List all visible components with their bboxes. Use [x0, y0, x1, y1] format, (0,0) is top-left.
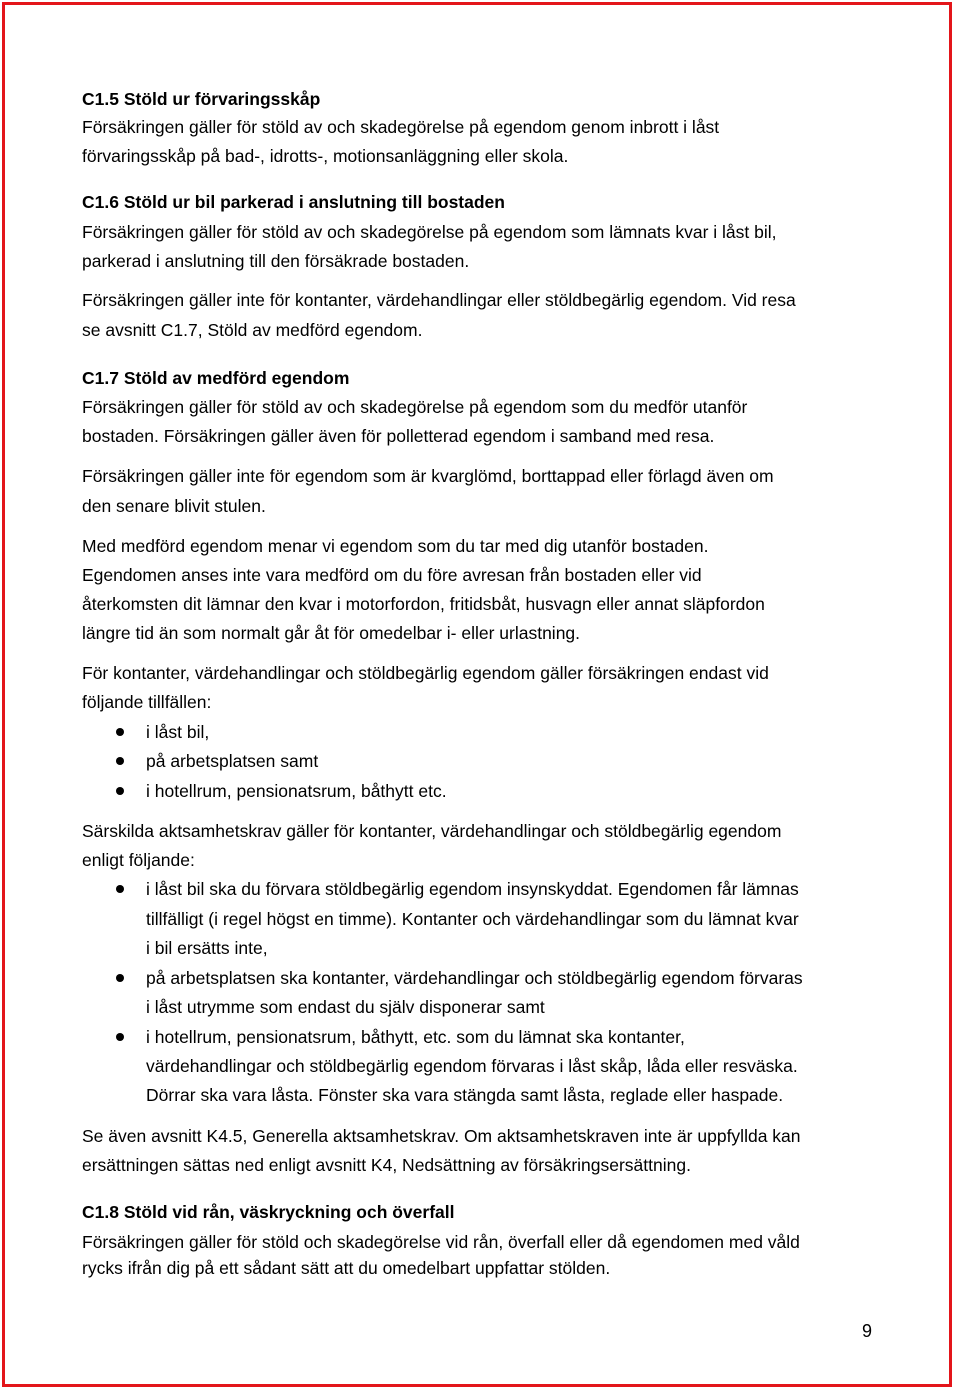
paragraph-line: förvaringsskåp på bad-, idrotts-, motionsanläggning eller skola.	[82, 146, 569, 166]
bullet-icon	[116, 728, 124, 736]
paragraph-line: Med medförd egendom menar vi egendom som du tar med dig utanför bostaden.	[82, 536, 709, 556]
paragraph-line: För kontanter, värdehandlingar och stöldbegärlig egendom gäller försäkringen endast vid	[82, 663, 769, 683]
paragraph-line: Försäkringen gäller för stöld och skadegörelse vid rån, överfall eller då egendomen med våld	[82, 1232, 800, 1252]
paragraph-line: enligt följande:	[82, 850, 195, 870]
list-item: i hotellrum, pensionatsrum, båthytt etc.	[146, 781, 447, 801]
paragraph-line: se avsnitt C1.7, Stöld av medförd egendom.	[82, 320, 423, 340]
bullet-icon	[116, 1033, 124, 1041]
paragraph-line: parkerad i anslutning till den försäkrade bostaden.	[82, 251, 470, 271]
paragraph-line: den senare blivit stulen.	[82, 496, 266, 516]
paragraph-line: längre tid än som normalt går åt för omedelbar i- eller urlastning.	[82, 623, 581, 643]
paragraph-line: Särskilda aktsamhetskrav gäller för kontanter, värdehandlingar och stöldbegärlig egendom	[82, 821, 782, 841]
paragraph-line: Försäkringen gäller inte för egendom som är kvarglömd, borttappad eller förlagd även om	[82, 466, 774, 486]
paragraph-line: återkomsten dit lämnar den kvar i motorfordon, fritidsbåt, husvagn eller annat släpfordon	[82, 594, 765, 614]
paragraph-line: Försäkringen gäller för stöld av och skadegörelse på egendom som lämnats kvar i låst bil,	[82, 222, 777, 242]
section-heading-c16: C1.6 Stöld ur bil parkerad i anslutning till bostaden	[82, 192, 505, 212]
list-item: i låst bil,	[146, 722, 210, 742]
paragraph-line: rycks ifrån dig på ett sådant sätt att du omedelbart uppfattar stölden.	[82, 1258, 611, 1278]
list-item: i låst bil ska du förvara stöldbegärlig egendom insynskyddat. Egendomen får lämnas	[146, 879, 799, 899]
list-item-continuation: värdehandlingar och stöldbegärlig egendom förvaras i låst skåp, låda eller resväska.	[146, 1056, 798, 1076]
paragraph-line: bostaden. Försäkringen gäller även för polletterad egendom i samband med resa.	[82, 426, 715, 446]
bullet-icon	[116, 974, 124, 982]
list-item-continuation: i bil ersätts inte,	[146, 938, 268, 958]
list-item-continuation: tillfälligt (i regel högst en timme). Kontanter och värdehandlingar som du lämnat kvar	[146, 909, 799, 929]
page-number: 9	[862, 1321, 873, 1341]
section-heading-c18: C1.8 Stöld vid rån, väskryckning och överfall	[82, 1202, 455, 1222]
bullet-icon	[116, 885, 124, 893]
section-heading-c17: C1.7 Stöld av medförd egendom	[82, 368, 350, 388]
list-item: på arbetsplatsen samt	[146, 751, 319, 771]
list-item: i hotellrum, pensionatsrum, båthytt, etc. som du lämnat ska kontanter,	[146, 1027, 685, 1047]
bullet-icon	[116, 787, 124, 795]
bullet-icon	[116, 757, 124, 765]
paragraph-line: Försäkringen gäller för stöld av och skadegörelse på egendom som du medför utanför	[82, 397, 748, 417]
paragraph-line: följande tillfällen:	[82, 692, 212, 712]
list-item-continuation: i låst utrymme som endast du själv disponerar samt	[146, 997, 545, 1017]
list-item-continuation: Dörrar ska vara låsta. Fönster ska vara stängda samt låsta, reglade eller haspade.	[146, 1085, 784, 1105]
paragraph-line: Försäkringen gäller för stöld av och skadegörelse på egendom genom inbrott i låst	[82, 117, 720, 137]
section-heading-c15: C1.5 Stöld ur förvaringsskåp	[82, 89, 321, 109]
paragraph-line: Se även avsnitt K4.5, Generella aktsamhetskrav. Om aktsamhetskraven inte är uppfyllda kan	[82, 1126, 801, 1146]
paragraph-line: Egendomen anses inte vara medförd om du före avresan från bostaden eller vid	[82, 565, 702, 585]
paragraph-line: Försäkringen gäller inte för kontanter, värdehandlingar eller stöldbegärlig egendom. Vid resa	[82, 290, 796, 310]
paragraph-line: ersättningen sättas ned enligt avsnitt K4, Nedsättning av försäkringsersättning.	[82, 1155, 691, 1175]
list-item: på arbetsplatsen ska kontanter, värdehandlingar och stöldbegärlig egendom förvaras	[146, 968, 803, 988]
